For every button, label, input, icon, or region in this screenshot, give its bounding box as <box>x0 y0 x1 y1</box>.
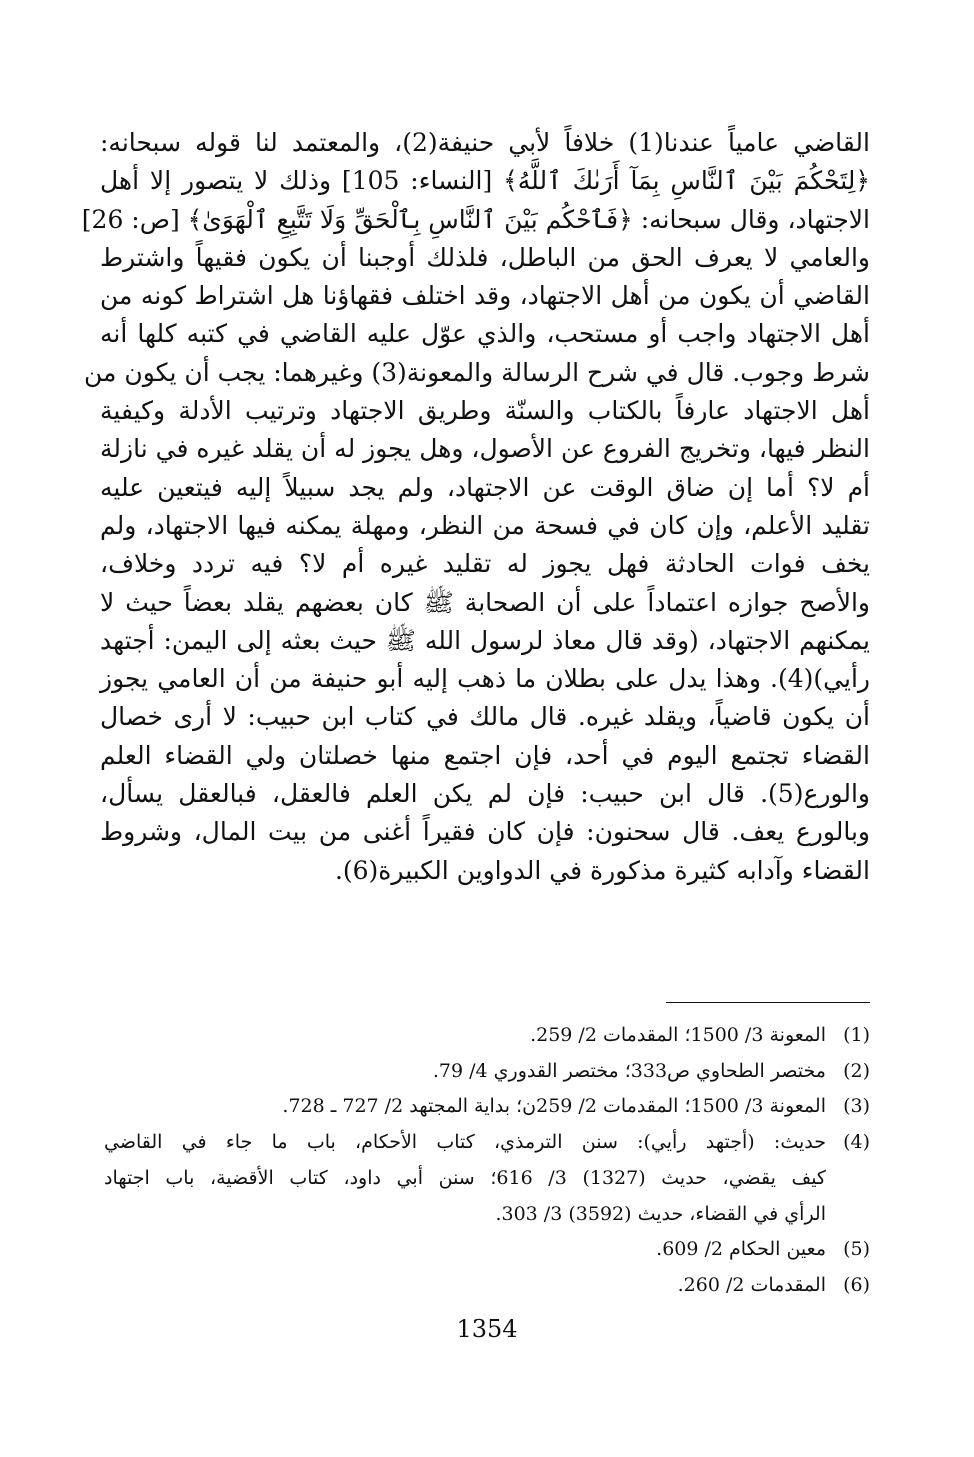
text-line: يخف فوات الحادثة فهل يجوز له تقليد غيره أم لا؟ فيه تردد وخلاف، <box>100 549 870 579</box>
text-line: أم لا؟ أما إن ضاق الوقت عن الاجتهاد، ولم يجد سبيلاً إليه فيتعين عليه <box>100 472 870 502</box>
footnote-text <box>104 1054 826 1090</box>
footnote-text <box>104 1089 826 1125</box>
text-line: الاجتهاد، وقال سبحانه: ﴿فَٱحْكُم بَيْنَ ٱلنَّاسِ بِٱلْحَقِّ وَلَا تَتَّبِعِ ٱلْهَوَىٰ﴾ [ص: 26] <box>81 204 870 234</box>
text-line: أن يكون قاضياً، ويقلد غيره. قال مالك في كتاب ابن حبيب: لا أرى خصال <box>100 702 870 732</box>
footnote-number: (1) <box>843 1024 870 1046</box>
text-line: القاضي عامياً عندنا(1) خلافاً لأبي حنيفة(2)، والمعتمد لنا قوله سبحانه: <box>100 128 870 157</box>
text-line: شرط وجوب. قال في شرح الرسالة والمعونة(3) وغيرهما: يجب أن يكون من <box>84 357 870 387</box>
footnote-number: (5) <box>843 1238 870 1261</box>
footnote-line: الرأي في القضاء، حديث (3592) 3/ 303. <box>495 1202 826 1225</box>
footnote-line: المقدمات 2/ 260. <box>677 1273 826 1296</box>
text-line: وبالورع يعف. قال سحنون: فإن كان فقيراً أغنى من بيت المال، وشروط <box>100 817 870 847</box>
text-line: تقليد الأعلم، وإن كان في فسحة من النظر، ومهلة يمكنه فيها الاجتهاد، ولم <box>100 510 870 540</box>
footnote-number: (3) <box>843 1095 870 1118</box>
footnote-line: المعونة 3/ 1500؛ المقدمات 2/ 259ن؛ بداية المجتهد 2/ 727 ـ 728. <box>282 1095 826 1118</box>
text-line: والأصح جوازه اعتماداً على أن الصحابة ﷺ كان بعضهم يقلد بعضاً حيث لا <box>100 587 870 617</box>
footnote-line: حديث: (أجتهد رأيي): سنن الترمذي، كتاب الأحكام، باب ما جاء في القاضي <box>104 1131 826 1154</box>
footnote-number: (2) <box>843 1059 870 1082</box>
text-line: النظر فيها، وتخريج الفروع عن الأصول، وهل يجوز له أن يقلد غيره في نازلة <box>100 434 870 464</box>
footnote-text <box>104 1018 826 1054</box>
footnote-item <box>104 1125 870 1232</box>
text-line: والورع(5). قال ابن حبيب: فإن لم يكن العلم فالعقل، فبالعقل يسأل، <box>100 779 870 809</box>
text-line: أهل الاجتهاد واجب أو مستحب، والذي عوّل عليه القاضي في كتبه كلها أنه <box>100 319 870 349</box>
footnote-number: (4) <box>843 1131 870 1154</box>
text-line: أهل الاجتهاد عارفاً بالكتاب والسنّة وطريق الاجتهاد وترتيب الأدلة وكيفية <box>100 396 870 426</box>
text-line: يمكنهم الاجتهاد، (وقد قال معاذ لرسول الله ﷺ حيث بعثه إلى اليمن: أجتهد <box>100 625 870 655</box>
footnote-line: مختصر الطحاوي ص333؛ مختصر القدوري 4/ 79. <box>432 1059 826 1082</box>
footnote-line: المعونة 3/ 1500؛ المقدمات 2/ 259. <box>530 1024 826 1046</box>
page-number: 1354 <box>456 1315 518 1343</box>
text-line: القاضي أن يكون من أهل الاجتهاد، وقد اختلف فقهاؤنا هل اشتراط كونه من <box>100 281 870 311</box>
footnote-text <box>104 1125 826 1232</box>
footnote-text <box>104 1232 826 1268</box>
footnote-item <box>104 1232 870 1268</box>
footnotes <box>104 1018 870 1304</box>
footnote-line: كيف يقضي، حديث (1327) 3/ 616؛ سنن أبي داود، كتاب الأقضية، باب اجتهاد <box>104 1166 826 1189</box>
footnote-item <box>104 1054 870 1090</box>
footnote-text <box>104 1268 826 1304</box>
text-line: ﴿لِتَحْكُمَ بَيْنَ ٱلنَّاسِ بِمَآ أَرَىٰكَ ٱللَّهُ﴾ [النساء: 105] وذلك لا يتصور إلا أهل <box>100 166 871 196</box>
footnote-item <box>104 1089 870 1125</box>
text-line: والعامي لا يعرف الحق من الباطل، فلذلك أوجبنا أن يكون فقيهاً واشترط <box>100 242 870 272</box>
footnote-item <box>104 1268 870 1304</box>
text-line: رأيي)(4). وهذا يدل على بطلان ما ذهب إليه أبو حنيفة من أن العامي يجوز <box>100 664 870 694</box>
footnote-separator <box>666 1002 870 1003</box>
text-line: القضاء تجتمع اليوم في أحد، فإن اجتمع منها خصلتان ولي القضاء العلم <box>100 740 870 770</box>
footnote-item <box>104 1018 870 1054</box>
footnote-number: (6) <box>843 1273 870 1296</box>
body-text <box>81 124 871 890</box>
footnote-line: معين الحكام 2/ 609. <box>656 1238 826 1261</box>
text-line: القضاء وآدابه كثيرة مذكورة في الدواوين الكبيرة(6). <box>334 855 870 885</box>
